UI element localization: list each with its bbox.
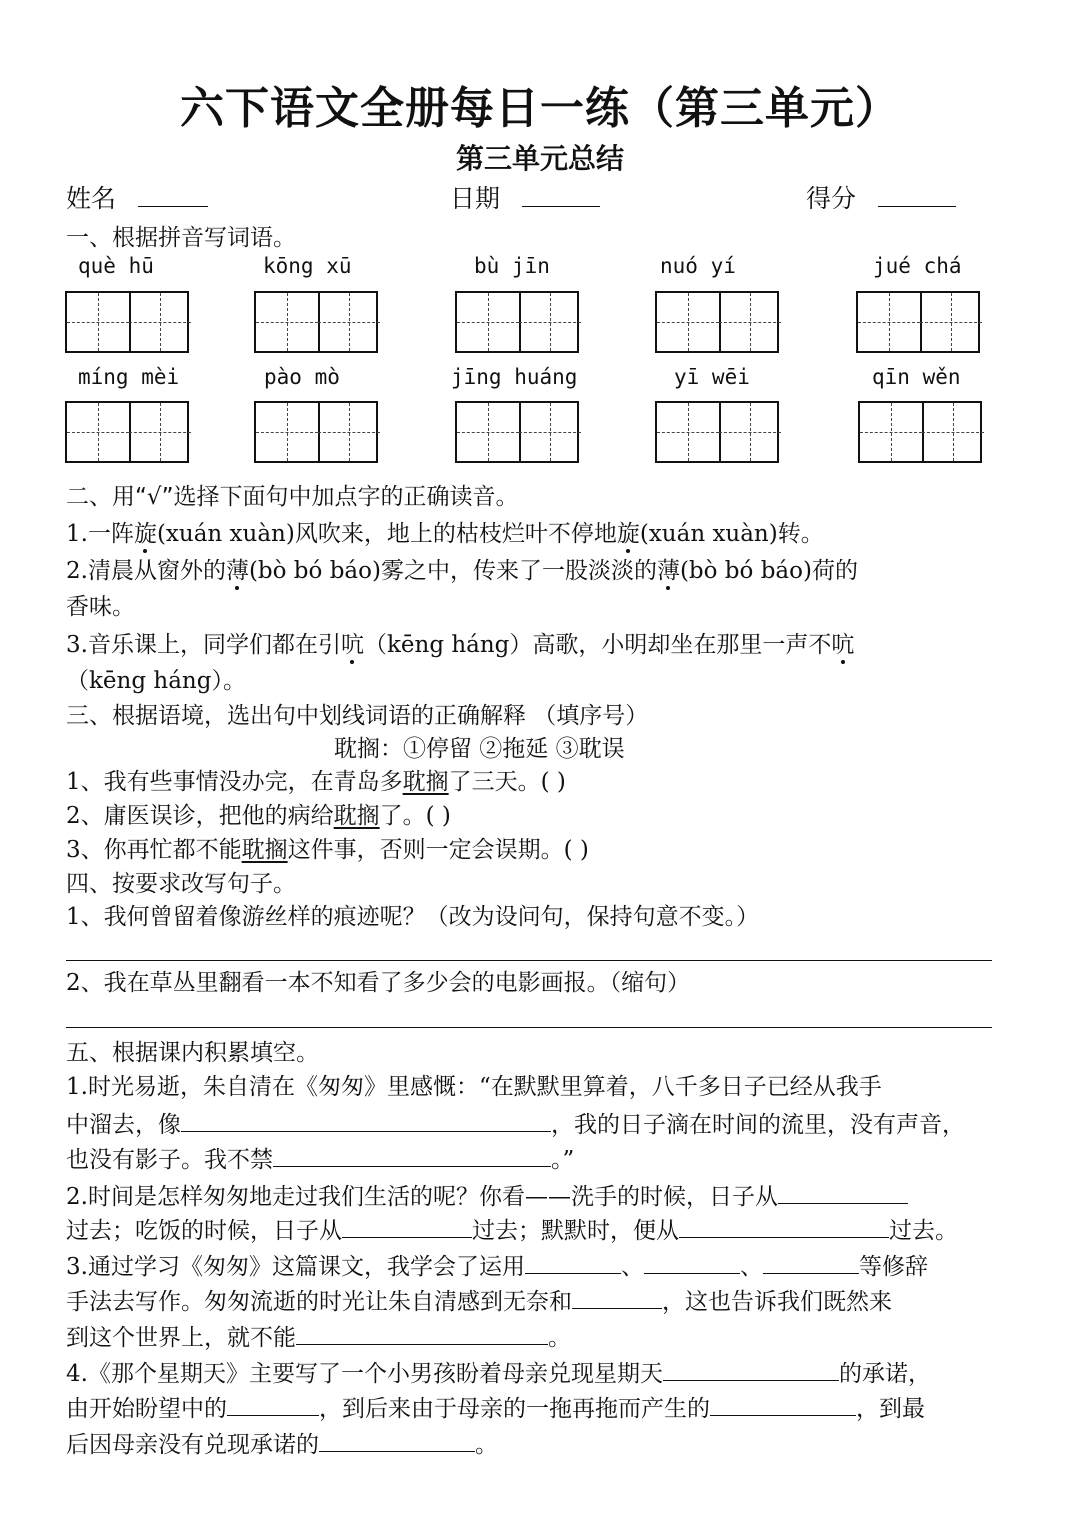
tianzige-box[interactable] <box>65 291 189 353</box>
fill-blank[interactable] <box>778 1179 908 1204</box>
s3-options: 耽搁：①停留 ②拖延 ③耽误 <box>334 736 625 762</box>
s5-q2-line1 <box>66 1179 908 1212</box>
score-field <box>806 182 956 214</box>
s4-question-1: 1、我何曾留着像游丝样的痕迹呢？（改为设问句，保持句意不变。） <box>66 904 760 930</box>
text: 过去；默默时，便从 <box>472 1218 679 1244</box>
pinyin-label: nuó yí <box>660 254 736 278</box>
s5-q3-line3 <box>66 1320 571 1353</box>
s2-question-1 <box>66 519 824 549</box>
s5-q1-line2 <box>66 1107 965 1140</box>
text: 过去；吃饭的时候，日子从 <box>66 1218 342 1244</box>
fill-blank[interactable] <box>644 1249 740 1274</box>
section-4-heading: 四、按要求改写句子。 <box>66 871 296 897</box>
s3-question-1 <box>66 767 566 797</box>
tianzige-box[interactable] <box>856 291 980 353</box>
fill-blank[interactable] <box>227 1391 319 1416</box>
page-subtitle: 第三单元总结 <box>455 142 624 175</box>
pinyin-label: què hū <box>78 254 154 278</box>
section-3-heading: 三、根据语境，选出句中划线词语的正确解释 （填序号） <box>66 703 649 729</box>
underlined-word: 耽搁 <box>241 837 288 863</box>
pinyin-label: yī wēi <box>674 365 750 389</box>
text: (xuán xuàn)风吹来，地上的枯枝烂叶不停地 <box>156 521 617 547</box>
s3-question-2 <box>66 801 451 831</box>
text: 。 <box>475 1432 498 1458</box>
text: 2.清晨从窗外的 <box>66 558 226 584</box>
fill-blank[interactable] <box>525 1249 621 1274</box>
fill-blank[interactable] <box>273 1142 551 1167</box>
tianzige-box[interactable] <box>65 401 189 463</box>
text: ，我的日子滴在时间的流里，没有声音， <box>551 1112 965 1138</box>
tianzige-box[interactable] <box>254 401 378 463</box>
fill-blank[interactable] <box>710 1391 856 1416</box>
s4-question-2: 2、我在草丛里翻看一本不知看了多少会的电影画报。（缩句） <box>66 970 691 996</box>
dotted-char: 薄 <box>225 558 249 584</box>
name-field <box>66 182 208 214</box>
text: 3.音乐课上，同学们都在引 <box>66 632 341 658</box>
text: 3、你再忙都不能 <box>66 837 242 863</box>
dotted-char: 旋 <box>616 521 640 547</box>
dotted-char: 吭 <box>831 632 855 658</box>
s5-q4-line1 <box>66 1356 931 1389</box>
text: 3.通过学习《匆匆》这篇课文，我学会了运用 <box>66 1254 525 1280</box>
dotted-char: 旋 <box>133 521 157 547</box>
s5-q1-line1: 1.时光易逝，朱自清在《匆匆》里感慨：“在默默里算着，八千多日子已经从我手 <box>66 1074 882 1100</box>
tianzige-box[interactable] <box>655 401 779 463</box>
answer-line[interactable] <box>66 960 992 961</box>
s5-q4-line3 <box>66 1427 498 1460</box>
s2-question-3 <box>66 630 854 660</box>
tianzige-box[interactable] <box>455 401 579 463</box>
score-blank[interactable] <box>878 182 956 207</box>
score-label: 得分 <box>806 184 857 213</box>
text: 。” <box>551 1147 575 1173</box>
s3-question-3 <box>66 835 589 865</box>
s5-q4-line2 <box>66 1391 925 1424</box>
text: 由开始盼望中的 <box>66 1396 227 1422</box>
fill-blank[interactable] <box>319 1427 475 1452</box>
text: 4.《那个星期天》主要写了一个小男孩盼着母亲兑现星期天 <box>66 1361 663 1387</box>
pinyin-label: míng mèi <box>78 365 180 389</box>
text: 中溜去，像 <box>66 1112 181 1138</box>
pinyin-label: qīn wěn <box>872 365 961 389</box>
tianzige-box[interactable] <box>655 291 779 353</box>
s5-q1-line3 <box>66 1142 574 1175</box>
fill-blank[interactable] <box>342 1213 472 1238</box>
section-5-heading: 五、根据课内积累填空。 <box>66 1040 319 1066</box>
text: 。 <box>548 1325 571 1351</box>
pinyin-label: pào mò <box>264 365 340 389</box>
text: （kēng háng）高歌，小明却坐在那里一声不 <box>363 632 832 658</box>
s2-question-3-cont: （kēng háng）。 <box>66 668 246 694</box>
name-label: 姓名 <box>66 184 117 213</box>
text: 了三天。( ) <box>448 769 566 795</box>
text: 、 <box>739 1254 763 1280</box>
dotted-char: 吭 <box>340 632 364 658</box>
text: 后因母亲没有兑现承诺的 <box>66 1432 319 1458</box>
text: 2.时间是怎样匆匆地走过我们生活的呢？你看——洗手的时候，日子从 <box>66 1184 778 1210</box>
text: 、 <box>620 1254 644 1280</box>
text: 2、庸医误诊，把他的病给 <box>66 803 334 829</box>
date-label: 日期 <box>450 184 501 213</box>
date-blank[interactable] <box>522 182 600 207</box>
dotted-char: 薄 <box>656 558 680 584</box>
name-blank[interactable] <box>138 182 208 207</box>
text: 也没有影子。我不禁 <box>66 1147 273 1173</box>
s2-question-2 <box>66 556 858 586</box>
text: ，到最 <box>856 1396 925 1422</box>
section-1-heading: 一、根据拼音写词语。 <box>66 225 296 251</box>
pinyin-label: kōng xū <box>263 254 352 278</box>
text: (bò bó báo)雾之中，传来了一股淡淡的 <box>248 558 657 584</box>
text: 到这个世界上，就不能 <box>66 1325 296 1351</box>
s2-question-2-cont: 香味。 <box>66 594 135 620</box>
s5-q2-line2 <box>66 1213 958 1246</box>
pinyin-label: jīng huáng <box>451 365 578 389</box>
tianzige-box[interactable] <box>254 291 378 353</box>
text: 等修辞 <box>858 1254 928 1280</box>
fill-blank[interactable] <box>181 1107 551 1132</box>
answer-line[interactable] <box>66 1027 992 1028</box>
pinyin-label: jué chá <box>873 254 962 278</box>
fill-blank[interactable] <box>663 1356 839 1381</box>
fill-blank[interactable] <box>296 1320 548 1345</box>
text: (bò bó báo)荷的 <box>679 558 858 584</box>
text: 过去。 <box>889 1218 958 1244</box>
fill-blank[interactable] <box>679 1213 889 1238</box>
tianzige-box[interactable] <box>455 291 579 353</box>
text: (xuán xuàn)转。 <box>639 521 824 547</box>
underlined-word: 耽搁 <box>333 803 380 829</box>
fill-blank[interactable] <box>572 1284 662 1309</box>
underlined-word: 耽搁 <box>402 769 449 795</box>
text: 1、我有些事情没办完，在青岛多 <box>66 769 403 795</box>
date-field <box>450 182 600 214</box>
fill-blank[interactable] <box>763 1249 859 1274</box>
text: 了。( ) <box>379 803 451 829</box>
text: 的承诺， <box>838 1361 931 1387</box>
text: ，到后来由于母亲的一拖再拖而产生的 <box>319 1396 710 1422</box>
text: 这件事，否则一定会误期。( ) <box>287 837 589 863</box>
pinyin-label: bù jīn <box>474 254 550 278</box>
text: 1.一阵 <box>66 521 134 547</box>
tianzige-box[interactable] <box>858 401 982 463</box>
text: 手法去写作。匆匆流逝的时光让朱自清感到无奈和 <box>66 1289 572 1315</box>
s5-q3-line1 <box>66 1249 928 1282</box>
section-2-heading: 二、用“√”选择下面句中加点字的正确读音。 <box>66 484 519 510</box>
s5-q3-line2 <box>66 1284 892 1317</box>
text: ，这也告诉我们既然来 <box>662 1289 892 1315</box>
page-title: 六下语文全册每日一练（第三单元） <box>180 83 900 134</box>
